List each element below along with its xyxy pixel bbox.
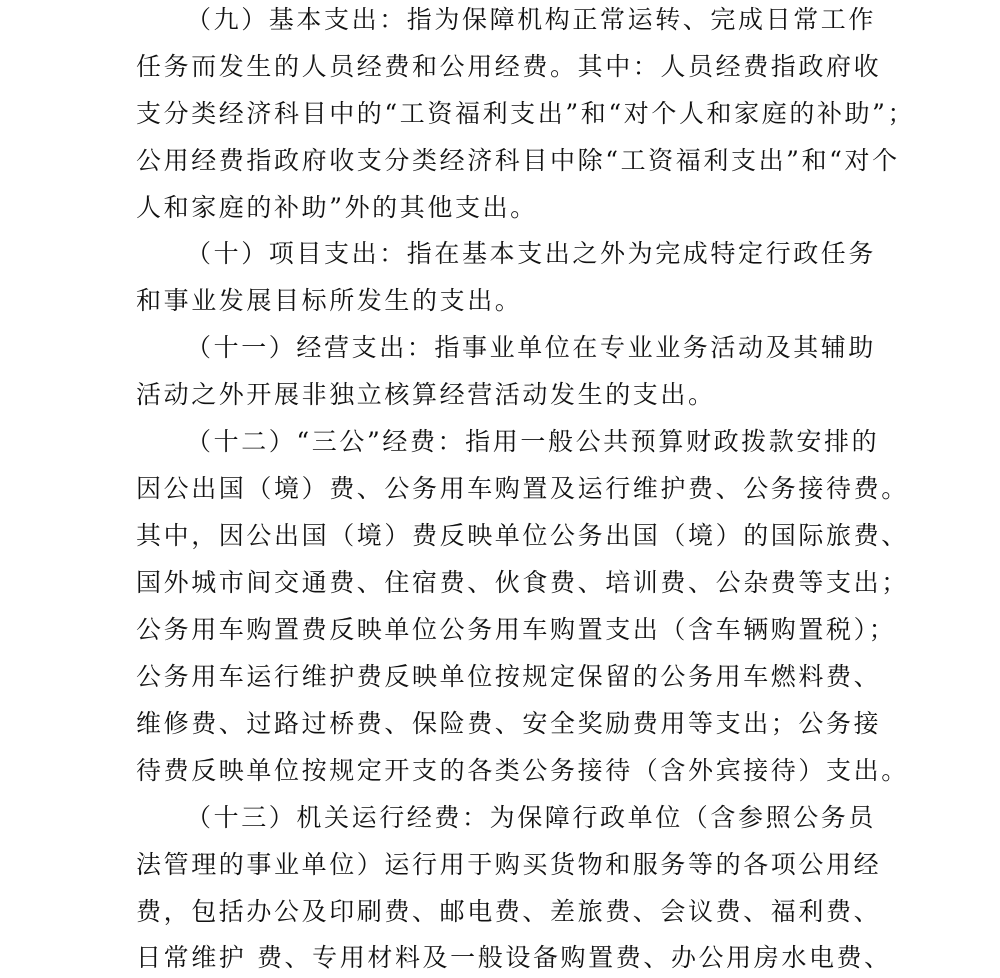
paragraph-13-line-4: 日常维护 费、专用材料及一般设备购置费、办公用房水电费、 bbox=[136, 943, 892, 972]
paragraph-12-line-1: （十二）“三公”经费：指用一般公共预算财政拨款安排的 bbox=[186, 427, 880, 456]
paragraph-12-line-3: 其中，因公出国（境）费反映单位公务出国（境）的国际旅费、 bbox=[136, 521, 909, 550]
paragraph-11-line-1: （十一）经营支出：指事业单位在专业业务活动及其辅助 bbox=[186, 333, 877, 362]
paragraph-9-line-4: 公用经费指政府收支分类经济科目中除“工资福利支出”和“对个 bbox=[136, 146, 900, 175]
paragraph-11-line-2: 活动之外开展非独立核算经营活动发生的支出。 bbox=[136, 380, 716, 409]
paragraph-12-line-5: 公务用车购置费反映单位公务用车购置支出（含车辆购置税）； bbox=[136, 615, 897, 644]
paragraph-9-line-3: 支分类经济科目中的“工资福利支出”和“对个人和家庭的补助”； bbox=[136, 99, 916, 128]
paragraph-9-line-1: （九）基本支出：指为保障机构正常运转、完成日常工作 bbox=[186, 5, 877, 34]
paragraph-12-line-6: 公务用车运行维护费反映单位按规定保留的公务用车燃料费、 bbox=[136, 662, 882, 691]
paragraph-12-line-8: 待费反映单位按规定开支的各类公务接待（含外宾接待）支出。 bbox=[136, 756, 909, 785]
paragraph-10-line-1: （十）项目支出：指在基本支出之外为完成特定行政任务 bbox=[186, 239, 877, 268]
paragraph-9-line-2: 任务而发生的人员经费和公用经费。其中：人员经费指政府收 bbox=[136, 52, 882, 81]
paragraph-12-line-4: 国外城市间交通费、住宿费、伙食费、培训费、公杂费等支出； bbox=[136, 568, 909, 597]
paragraph-13-line-3: 费，包括办公及印刷费、邮电费、差旅费、会议费、福利费、 bbox=[136, 897, 882, 926]
paragraph-12-line-2: 因公出国（境）费、公务用车购置及运行维护费、公务接待费。 bbox=[136, 474, 909, 503]
paragraph-9-line-5: 人和家庭的补助”外的其他支出。 bbox=[136, 193, 538, 222]
paragraph-10-line-2: 和事业发展目标所发生的支出。 bbox=[136, 286, 523, 315]
paragraph-13-line-2: 法管理的事业单位）运行用于购买货物和服务等的各项公用经 bbox=[136, 850, 882, 879]
paragraph-13-line-1: （十三）机关运行经费：为保障行政单位（含参照公务员 bbox=[186, 803, 877, 832]
paragraph-12-line-7: 维修费、过路过桥费、保险费、安全奖励费用等支出；公务接 bbox=[136, 709, 882, 738]
